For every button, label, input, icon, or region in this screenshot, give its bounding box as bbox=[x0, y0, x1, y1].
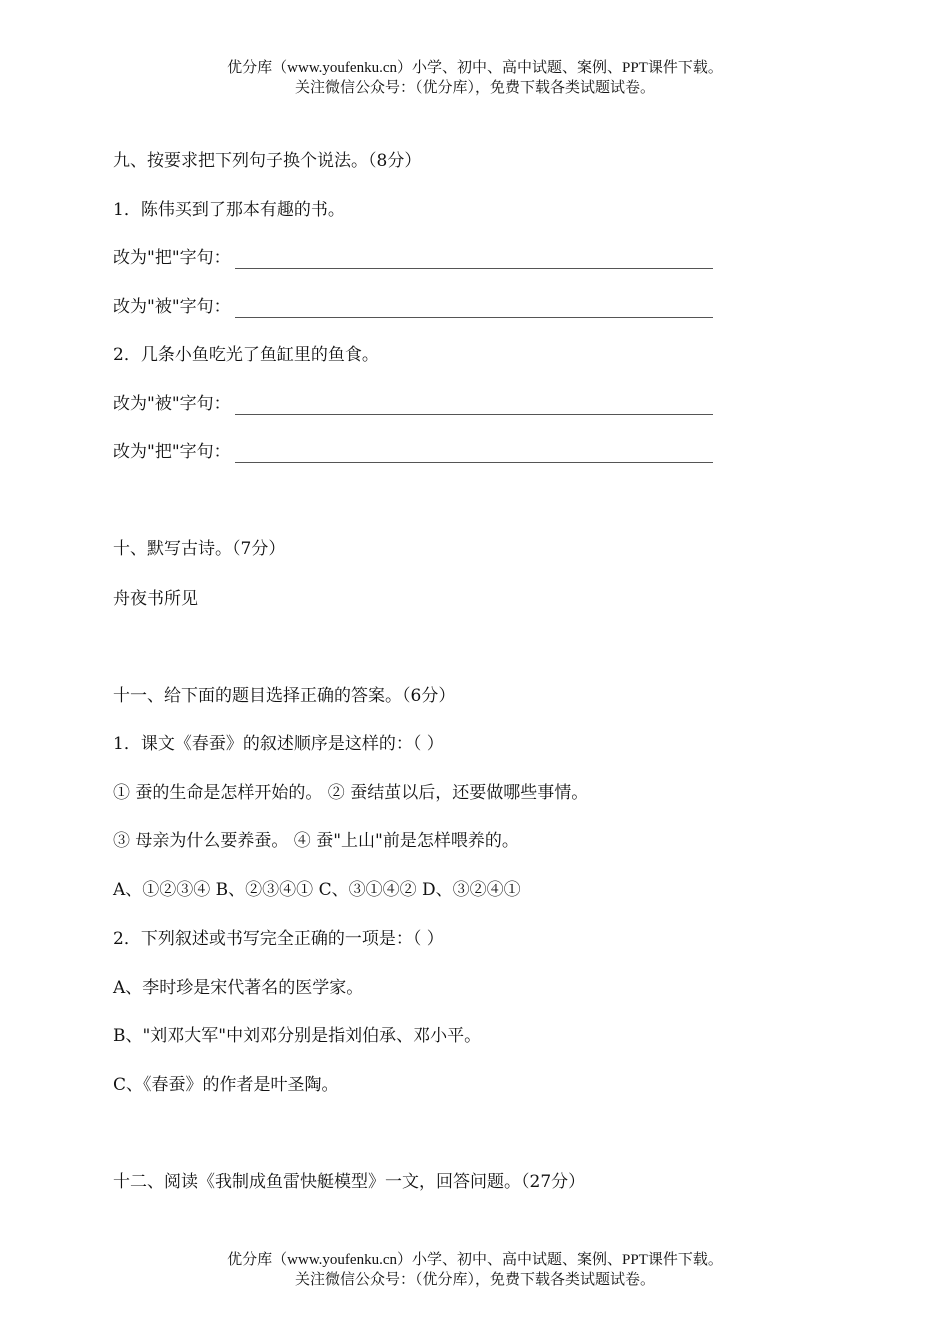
section-11-q1-item-line-2: ③ 母亲为什么要养蚕。 ④ 蚕"上山"前是怎样喂养的。 bbox=[113, 831, 519, 851]
answer-label: 改为"把"字句： bbox=[113, 248, 231, 268]
header-line-2: 关注微信公众号：（优分库），免费下载各类试题试卷。 bbox=[294, 80, 655, 96]
section-11-q2-option-b: B、"刘邓大军"中刘邓分别是指刘伯承、邓小平。 bbox=[113, 1026, 482, 1046]
section-12-title: 十二、阅读《我制成鱼雷快艇模型》一文，回答问题。（27分） bbox=[113, 1172, 586, 1192]
section-11-q1-options: A、①②③④ B、②③④① C、③①④② D、③②④① bbox=[113, 880, 521, 900]
answer-blank[interactable] bbox=[235, 444, 713, 463]
answer-label: 改为"把"字句： bbox=[113, 442, 231, 462]
page-footer bbox=[0, 1250, 950, 1290]
section-11-q1-item-line-1: ① 蚕的生命是怎样开始的。 ② 蚕结茧以后，还要做哪些事情。 bbox=[113, 783, 589, 803]
section-9-q1-bei-row bbox=[113, 296, 713, 318]
poem-title: 舟夜书所见 bbox=[113, 589, 198, 609]
section-11-title: 十一、给下面的题目选择正确的答案。（6分） bbox=[113, 686, 456, 706]
section-10-title: 十、默写古诗。（7分） bbox=[113, 539, 286, 559]
section-9-q2-ba-row bbox=[113, 441, 713, 463]
section-11-question-1: 1．课文《春蚕》的叙述顺序是这样的：（ ） bbox=[113, 734, 444, 754]
footer-line-1: 优分库（www.youfenku.cn）小学、初中、高中试题、案例、PPT课件下载。 bbox=[227, 1252, 723, 1268]
section-11-q2-option-c: C、《春蚕》的作者是叶圣陶。 bbox=[113, 1075, 339, 1095]
section-9-title: 九、按要求把下列句子换个说法。（8分） bbox=[113, 151, 422, 171]
header-line-1: 优分库（www.youfenku.cn）小学、初中、高中试题、案例、PPT课件下载。 bbox=[227, 60, 723, 76]
page-header bbox=[0, 58, 950, 98]
answer-label: 改为"被"字句： bbox=[113, 394, 231, 414]
section-9-q1-ba-row bbox=[113, 247, 713, 269]
section-11-q2-option-a: A、李时珍是宋代著名的医学家。 bbox=[113, 978, 364, 998]
section-9-question-1: 1．陈伟买到了那本有趣的书。 bbox=[113, 200, 345, 220]
answer-label: 改为"被"字句： bbox=[113, 297, 231, 317]
section-9-question-2: 2．几条小鱼吃光了鱼缸里的鱼食。 bbox=[113, 345, 379, 365]
section-9-q2-bei-row bbox=[113, 393, 713, 415]
section-11-question-2: 2．下列叙述或书写完全正确的一项是：（ ） bbox=[113, 929, 444, 949]
answer-blank[interactable] bbox=[235, 250, 713, 269]
footer-line-2: 关注微信公众号：（优分库），免费下载各类试题试卷。 bbox=[294, 1272, 655, 1288]
answer-blank[interactable] bbox=[235, 396, 713, 415]
answer-blank[interactable] bbox=[235, 299, 713, 318]
